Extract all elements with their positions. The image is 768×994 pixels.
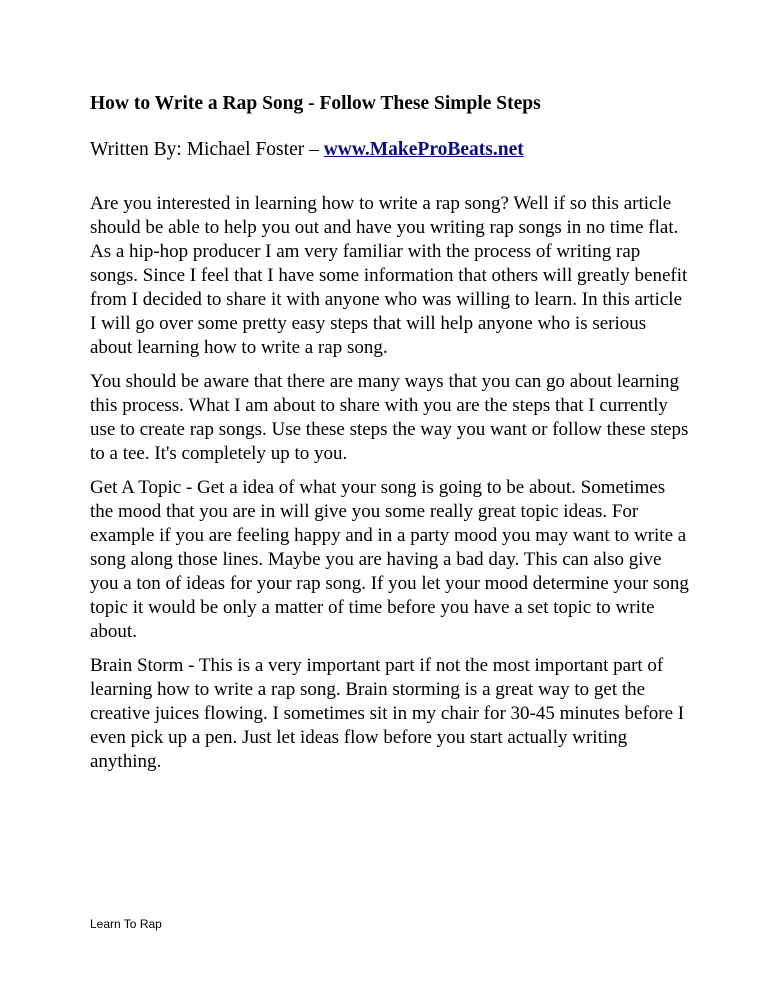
paragraph-get-topic: Get A Topic - Get a idea of what your song is going to be about. Sometimes the mood that you are in will give you some really great topic ideas. For example if you are feeling happy and in a party mood you may want to write a song along those lines. Maybe you are having a bad day. This can also give you a ton of ideas for your rap song. If you let your mood determine your song topic it would be only a matter of time before you have a set topic to write about. (90, 477, 689, 642)
paragraph-brain-storm: Brain Storm - This is a very important part if not the most important part of learning how to write a rap song. Brain storming is a great way to get the creative juices flowing. I sometimes sit in my chair for 30-45 minutes before I even pick up a pen. Just let ideas flow before you start actually writing anything. (90, 655, 685, 772)
document-title: How to Write a Rap Song - Follow These Simple Steps (90, 93, 541, 114)
document-body (90, 92, 690, 784)
website-link[interactable]: www.MakeProBeats.net (323, 139, 524, 160)
paragraph-intro: Are you interested in learning how to write a rap song? Well if so this article should be able to help you out and have you writing rap songs in no time flat. As a hip-hop producer I am very familiar with the process of writing rap songs. Since I feel that I have some information that others will greatly benefit from I decided to share it with anyone who was willing to learn. In this article I will go over some pretty easy steps that will help anyone who is serious about learning how to write a rap song. (90, 193, 688, 358)
byline-author: Written By: Michael Foster – (90, 139, 324, 160)
paragraph-awareness: You should be aware that there are many ways that you can go about learning this process. What I am about to share with you are the steps that I currently use to create rap songs. Use these steps the way you want or follow these steps to a tee. It's completely up to you. (90, 371, 689, 464)
page-footer: Learn To Rap (90, 917, 162, 931)
byline (90, 138, 690, 162)
